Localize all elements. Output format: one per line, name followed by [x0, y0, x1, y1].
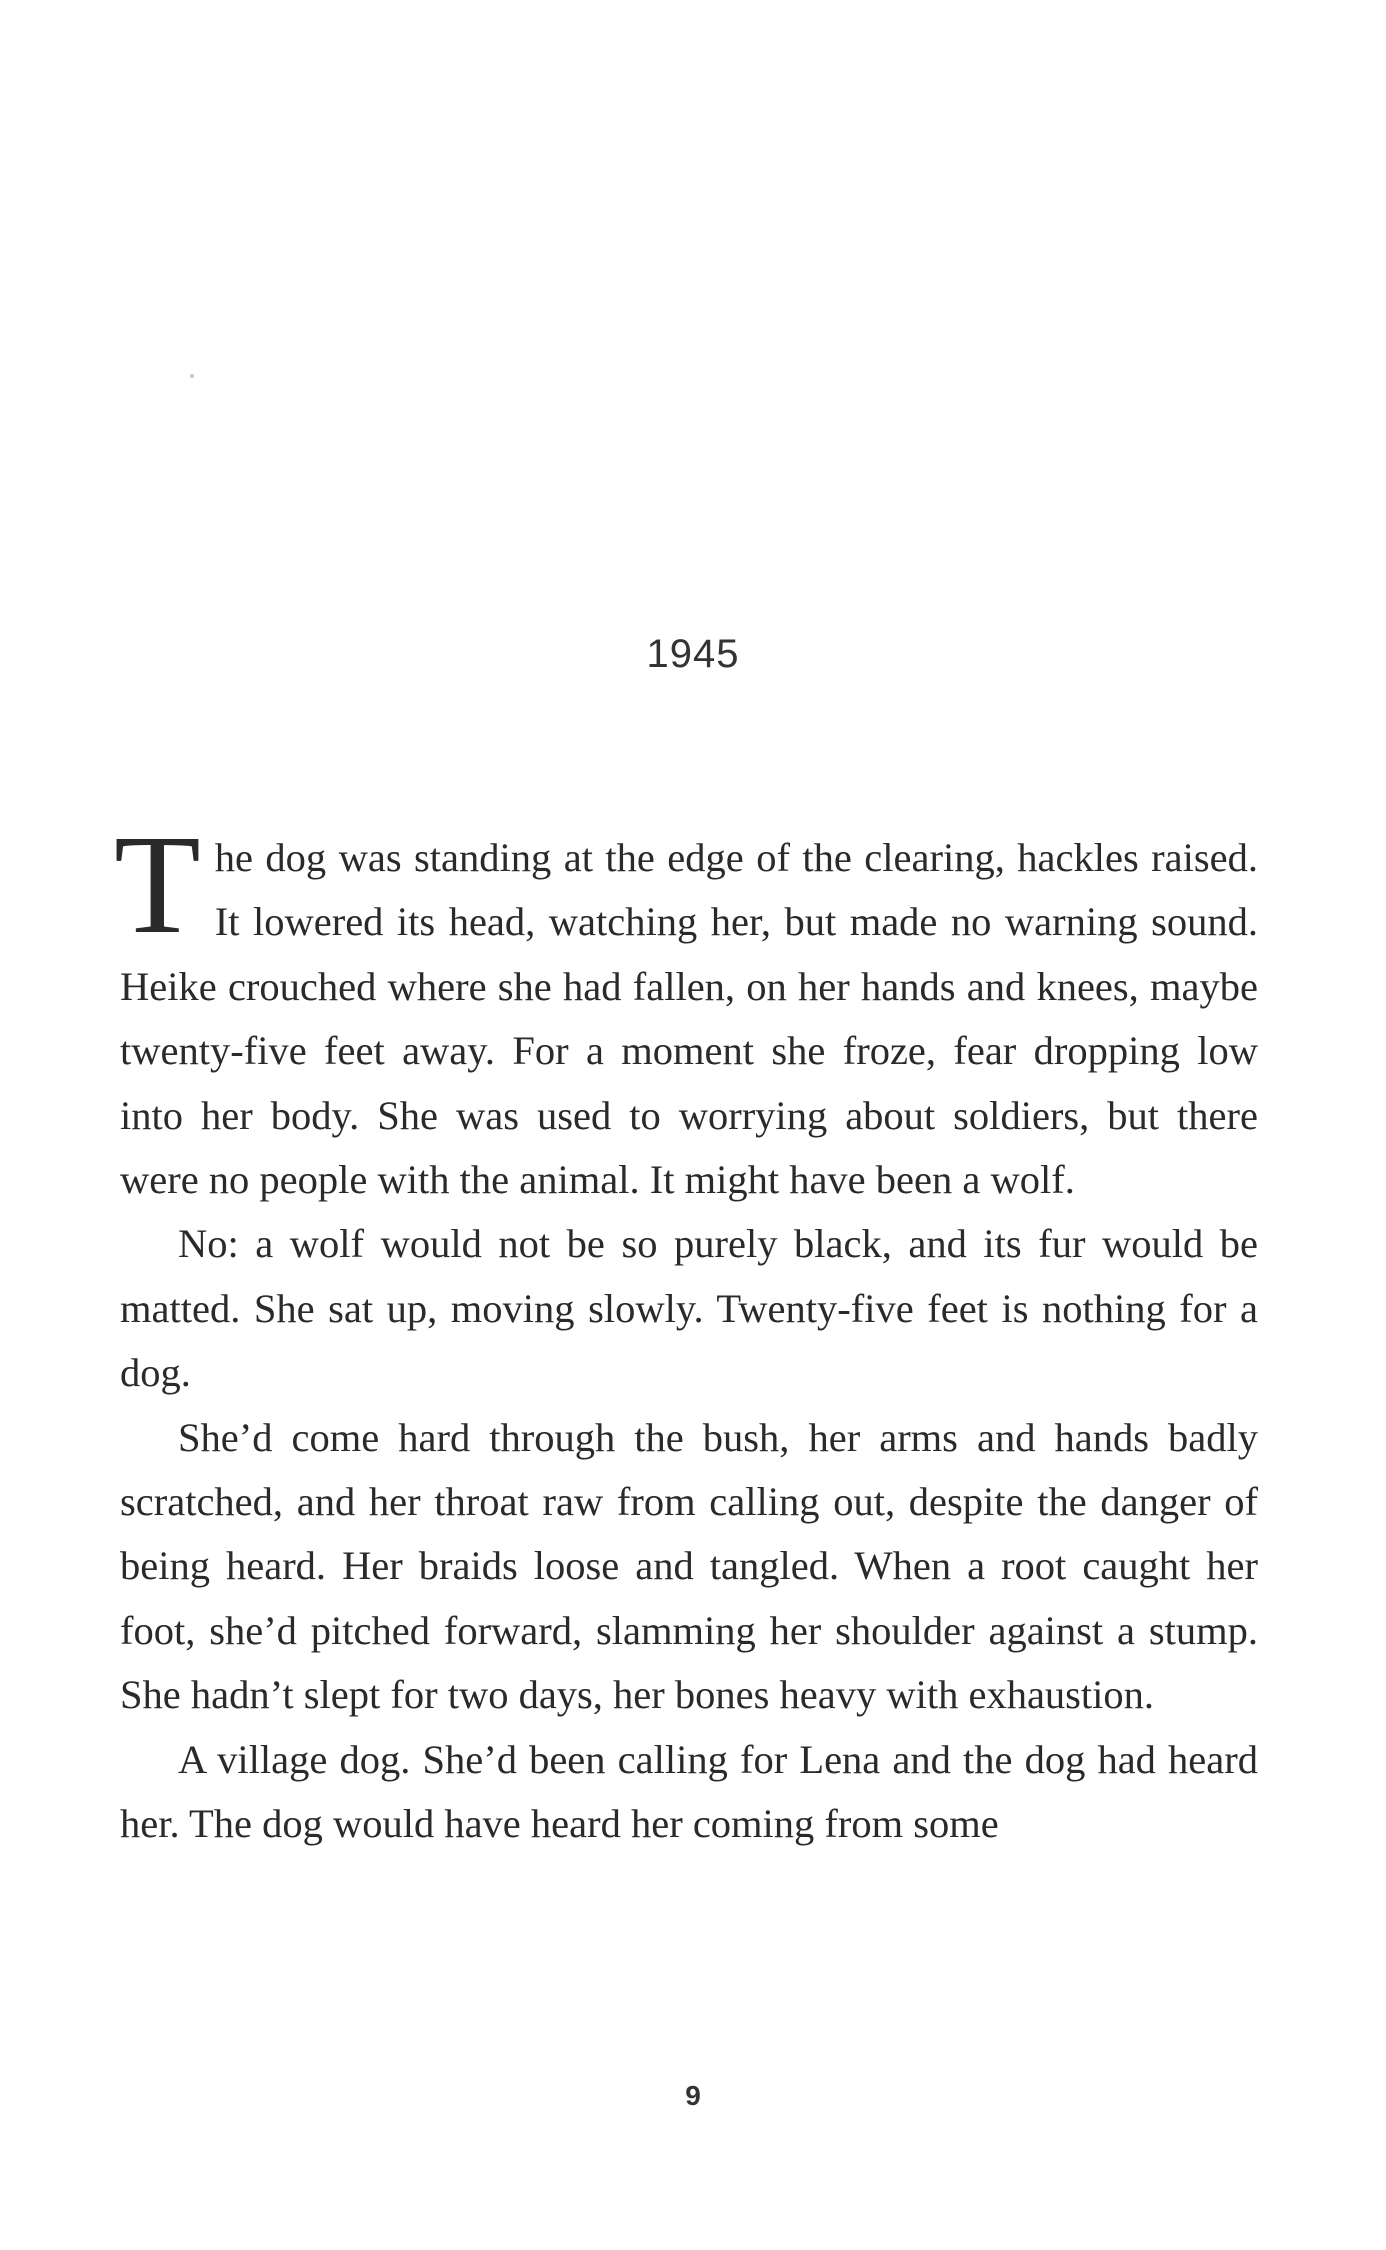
- paragraph-1: [114, 805, 1258, 1212]
- paragraph-2: No: a wolf would not be so purely black, and its fur would be matted. She sat up, moving slowly. Twenty-five feet is nothing for a dog.: [120, 1221, 1258, 1396]
- drop-cap: T: [114, 805, 201, 963]
- page-speck: [190, 374, 194, 378]
- body-text: [114, 805, 1258, 1857]
- paragraph-3: She’d come hard through the bush, her arms and hands badly scratched, and her throat raw from calling out, despite the danger of being heard. Her braids loose and tangled. When a root caught her foot, she’d pitched forward, slamming her shoulder against a stump. She hadn’t slept for two days, her bones heavy with exhaustion.: [120, 1414, 1258, 1718]
- page-number: 9: [685, 2080, 701, 2111]
- chapter-title: 1945: [646, 632, 740, 676]
- paragraph-4: A village dog. She’d been calling for Lena and the dog had heard her. The dog would have heard her coming from some: [120, 1736, 1258, 1847]
- paragraph-1-text: he dog was standing at the edge of the clearing, hackles raised. It lowered its head, watching her, but made no warning sound. Heike crouched where she had fallen, on her hands and knees, maybe twenty-five feet away. For a moment she froze, fear dropping low into her body. She was used to worrying about soldiers, but there were no people with the animal. It might have been a wolf.: [120, 835, 1258, 1203]
